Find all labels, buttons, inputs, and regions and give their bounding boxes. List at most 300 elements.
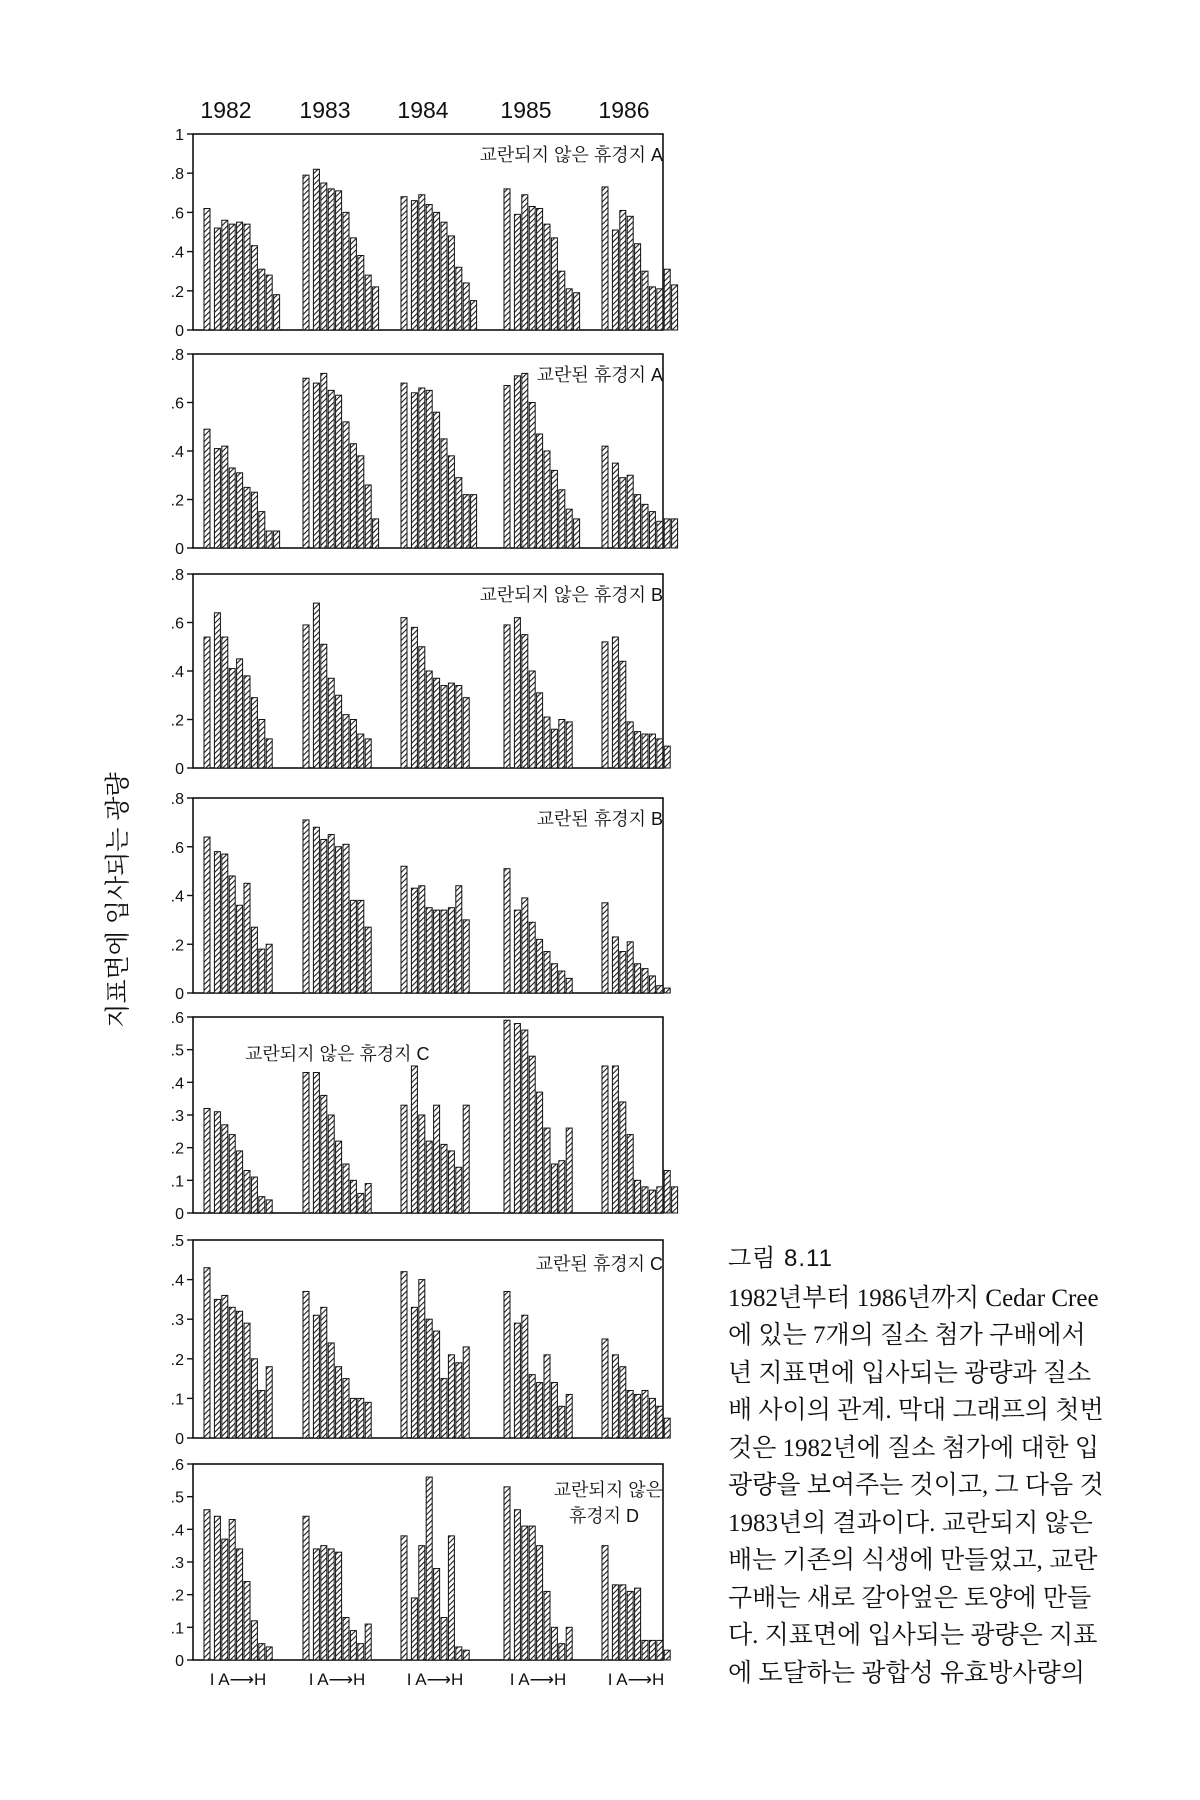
year-label: 1982 (200, 97, 252, 123)
bar (244, 1323, 250, 1438)
bar (627, 1591, 633, 1660)
bar (274, 531, 280, 548)
bar (313, 1549, 319, 1660)
bar (303, 1291, 309, 1438)
bar (657, 1640, 663, 1660)
bar (214, 852, 220, 993)
bar (222, 1125, 228, 1213)
bar (237, 659, 243, 768)
year-label: 1986 (598, 97, 650, 123)
bar (328, 189, 334, 330)
bar (627, 216, 633, 330)
bar (635, 1394, 641, 1438)
bar (544, 1128, 550, 1213)
bar (635, 732, 641, 768)
bar (365, 1184, 371, 1213)
bar (463, 1347, 469, 1438)
bar (328, 1343, 334, 1438)
bar (426, 1141, 432, 1213)
bar (222, 1295, 228, 1438)
bar (635, 964, 641, 993)
bar (251, 927, 257, 993)
bar (411, 1066, 417, 1213)
bar (419, 1280, 425, 1438)
bar (441, 222, 447, 330)
bar (321, 1546, 327, 1660)
caption-line: 에 도달하는 광합성 유효방사량의 (728, 1659, 1085, 1687)
bar (612, 1585, 618, 1660)
y-tick-label: .2 (170, 1140, 184, 1158)
bar (358, 900, 364, 993)
bar (635, 495, 641, 548)
x-tick-label: I A⟶H (209, 1670, 267, 1689)
bar (336, 191, 342, 330)
y-tick-label: .4 (170, 244, 184, 262)
bar (504, 1291, 510, 1438)
bar (566, 978, 572, 993)
bar (664, 519, 670, 548)
bar (612, 937, 618, 993)
bar (529, 1526, 535, 1660)
y-tick-label: .6 (170, 615, 184, 633)
bar (222, 1539, 228, 1660)
bar (529, 1056, 535, 1213)
year-label: 1984 (397, 97, 449, 123)
y-tick-label: .5 (170, 1233, 184, 1250)
y-tick-label: .1 (170, 1620, 184, 1638)
caption-line: 에 있는 7개의 질소 첨가 구배에서 (728, 1322, 1086, 1349)
bar (463, 1105, 469, 1213)
bar (204, 837, 210, 993)
bar (448, 456, 454, 548)
bar (251, 1621, 257, 1660)
bar (514, 618, 520, 768)
y-tick-label: .8 (170, 166, 184, 184)
y-tick-label: .2 (170, 492, 184, 510)
x-tick-labels (210, 1670, 665, 1689)
bar (664, 746, 670, 768)
bar (551, 1383, 557, 1438)
bar (463, 698, 469, 768)
bar (214, 228, 220, 330)
bar (350, 720, 356, 769)
x-tick-label: I A⟶H (406, 1670, 464, 1689)
bar (401, 383, 407, 548)
bar (251, 1177, 257, 1213)
bar (620, 1367, 626, 1438)
y-tick-label: .5 (170, 1489, 184, 1507)
y-tick-label: .3 (170, 1108, 184, 1125)
caption-line: 배는 기존의 식생에 만들었고, 교란 (728, 1547, 1098, 1574)
bar (620, 1585, 626, 1660)
bar (551, 1627, 557, 1660)
bar (672, 519, 678, 548)
bar (229, 876, 235, 993)
bar (441, 1618, 447, 1660)
bar (657, 289, 663, 330)
year-label: 1985 (500, 97, 552, 123)
panel-title: 교란된 휴경지 B (536, 809, 663, 829)
bar (448, 1355, 454, 1438)
bar (559, 490, 565, 548)
y-tick-label: 0 (175, 1431, 184, 1448)
bar (566, 722, 572, 768)
y-tick-label: .2 (170, 283, 184, 301)
bar (313, 1073, 319, 1213)
bar (514, 1323, 520, 1438)
y-tick-label: .2 (170, 1587, 184, 1605)
bar (373, 519, 379, 548)
bar (358, 1398, 364, 1438)
chart-panels (171, 127, 678, 1670)
panel-title: 교란되지 않은 휴경지 C (245, 1044, 430, 1064)
chart-panel (171, 1233, 671, 1448)
caption-line: 것은 1982년에 질소 첨가에 대한 입 (728, 1434, 1100, 1462)
panel-title: 휴경지 D (568, 1506, 639, 1526)
y-tick-label: .3 (170, 1555, 184, 1572)
bar (522, 635, 528, 768)
bar (251, 698, 257, 768)
bar (237, 222, 243, 330)
bar (612, 1355, 618, 1438)
bar (642, 1390, 648, 1438)
bar (343, 715, 349, 768)
bar (259, 949, 265, 993)
y-tick-label: .4 (170, 664, 184, 681)
bar (229, 1135, 235, 1213)
bar (365, 1402, 371, 1438)
bar (222, 220, 228, 330)
bar (471, 495, 477, 548)
bar (456, 1363, 462, 1438)
bar (419, 1546, 425, 1660)
y-tick-label: 0 (175, 986, 184, 1003)
bar (537, 693, 543, 768)
bar (303, 378, 309, 548)
bar (434, 1569, 440, 1660)
bar (336, 1552, 342, 1660)
bar (411, 201, 417, 330)
bar (365, 275, 371, 330)
bar (244, 1582, 250, 1660)
bar (237, 905, 243, 993)
bar (204, 429, 210, 548)
bar (635, 1180, 641, 1213)
bar (635, 244, 641, 330)
bar (419, 195, 425, 330)
bar (529, 207, 535, 330)
bar (559, 720, 565, 769)
bar (411, 627, 417, 768)
y-tick-label: .4 (170, 1522, 184, 1540)
caption-line: 1983년의 결과이다. 교란되지 않은 (728, 1509, 1093, 1537)
bar (229, 468, 235, 548)
bar (602, 1339, 608, 1438)
bar (313, 1315, 319, 1438)
bar (448, 1151, 454, 1213)
bar (448, 908, 454, 993)
bar (373, 287, 379, 330)
bar (222, 854, 228, 993)
bar (649, 976, 655, 993)
bar (602, 446, 608, 548)
year-labels (200, 97, 649, 123)
bar (664, 269, 670, 330)
caption-line: 년 지표면에 입사되는 광량과 질소 (728, 1359, 1092, 1387)
bar (559, 1161, 565, 1213)
bar (237, 1311, 243, 1438)
bar (350, 1180, 356, 1213)
bar (657, 739, 663, 768)
bar (602, 642, 608, 768)
y-tick-label: .6 (170, 1457, 184, 1474)
bar (522, 195, 528, 330)
bar (365, 927, 371, 993)
y-tick-label: .6 (170, 839, 184, 857)
bar (672, 285, 678, 330)
bar (251, 246, 257, 330)
bar (259, 1197, 265, 1213)
bar (544, 451, 550, 548)
bar (456, 686, 462, 768)
bar (336, 847, 342, 993)
bar (514, 1024, 520, 1213)
y-tick-label: 0 (175, 1653, 184, 1670)
bar (642, 969, 648, 993)
y-tick-label: .2 (170, 712, 184, 730)
caption-title: 그림 8.11 (728, 1245, 833, 1272)
chart-panel (171, 791, 671, 1003)
y-tick-label: .6 (170, 395, 184, 413)
bar (358, 1193, 364, 1213)
bar (434, 1331, 440, 1438)
bar (649, 287, 655, 330)
bar (229, 669, 235, 768)
bar (566, 1627, 572, 1660)
bar (559, 1644, 565, 1660)
x-tick-label: I A⟶H (308, 1670, 366, 1689)
bar (529, 1375, 535, 1438)
bar (504, 625, 510, 768)
year-label: 1983 (299, 97, 351, 123)
y-tick-label: .2 (170, 1351, 184, 1369)
bar (401, 1536, 407, 1660)
bar (463, 495, 469, 548)
bar (504, 189, 510, 330)
y-tick-label: 0 (175, 541, 184, 558)
bar (313, 169, 319, 330)
bar (620, 478, 626, 548)
bar (328, 678, 334, 768)
y-tick-label: .4 (170, 888, 184, 906)
bar (537, 1092, 543, 1213)
chart-panel (171, 567, 671, 778)
bar (214, 1112, 220, 1213)
bar (426, 1477, 432, 1660)
bar (441, 910, 447, 993)
bar (343, 1164, 349, 1213)
bar (358, 256, 364, 330)
bar (566, 1128, 572, 1213)
y-tick-label: .5 (170, 1042, 184, 1060)
bar (504, 1487, 510, 1660)
bar (456, 886, 462, 993)
bar (620, 1102, 626, 1213)
bar (434, 678, 440, 768)
bar (441, 439, 447, 548)
bar (336, 1141, 342, 1213)
bar (471, 301, 477, 330)
bar (350, 1398, 356, 1438)
caption-line: 1982년부터 1986년까지 Cedar Cree (728, 1284, 1099, 1312)
bar (627, 1135, 633, 1213)
panel-title: 교란되지 않은 휴경지 B (479, 585, 663, 605)
bar (612, 1066, 618, 1213)
bar (419, 388, 425, 548)
bar (463, 1650, 469, 1660)
bar (514, 910, 520, 993)
bar (401, 1105, 407, 1213)
bar (544, 1355, 550, 1438)
bar (259, 1390, 265, 1438)
bar (328, 1115, 334, 1213)
chart-panel (171, 1457, 671, 1670)
bar (649, 512, 655, 548)
bar (336, 695, 342, 768)
bar (426, 671, 432, 768)
bar (328, 390, 334, 548)
bar (635, 1588, 641, 1660)
bar (620, 210, 626, 330)
bar (627, 942, 633, 993)
bar (350, 444, 356, 548)
panel-title: 교란되지 않은 (553, 1480, 663, 1500)
bar (504, 869, 510, 993)
bar (551, 1164, 557, 1213)
bar (328, 835, 334, 993)
bar (664, 1171, 670, 1213)
bar (259, 269, 265, 330)
bar (343, 212, 349, 330)
bar (419, 1115, 425, 1213)
bar (664, 1418, 670, 1438)
bar (602, 903, 608, 993)
bar (204, 1108, 210, 1213)
y-tick-label: .6 (170, 205, 184, 223)
bar (642, 1640, 648, 1660)
bar (456, 267, 462, 330)
bar (649, 1398, 655, 1438)
bar (551, 964, 557, 993)
bar (529, 671, 535, 768)
bar (441, 1144, 447, 1213)
bar (448, 236, 454, 330)
bar (214, 1299, 220, 1438)
bar (303, 820, 309, 993)
bar (251, 492, 257, 548)
bar (574, 519, 580, 548)
bar (551, 729, 557, 768)
bar (358, 1644, 364, 1660)
bar (657, 1187, 663, 1213)
bar (303, 175, 309, 330)
bar (456, 478, 462, 548)
bar (566, 1394, 572, 1438)
bar (426, 390, 432, 548)
bar (537, 1546, 543, 1660)
y-tick-label: .4 (170, 444, 184, 461)
bar (602, 1546, 608, 1660)
bar (522, 373, 528, 548)
bar (612, 230, 618, 330)
bar (313, 827, 319, 993)
bar (463, 920, 469, 993)
bar (612, 463, 618, 548)
bar (642, 734, 648, 768)
y-tick-label: .6 (170, 1010, 184, 1027)
bar (434, 412, 440, 548)
bar (620, 661, 626, 768)
caption-line: 구배는 새로 갈아엎은 토양에 만들 (728, 1584, 1092, 1612)
bar (266, 1367, 272, 1438)
bar (602, 187, 608, 330)
bar (537, 208, 543, 330)
bar (649, 1190, 655, 1213)
bar (244, 1171, 250, 1213)
panel-title: 교란된 휴경지 A (536, 365, 663, 385)
bar (620, 952, 626, 993)
bar (537, 434, 543, 548)
bar (612, 637, 618, 768)
bar (214, 613, 220, 768)
y-tick-label: .4 (170, 1075, 184, 1093)
chart-panel (171, 127, 678, 340)
chart-panel (171, 347, 678, 558)
bar (463, 283, 469, 330)
bar (365, 1624, 371, 1660)
bar (551, 238, 557, 330)
bar (229, 1307, 235, 1438)
bar (321, 839, 327, 993)
bar (303, 1516, 309, 1660)
bar (266, 531, 272, 548)
bar (251, 1359, 257, 1438)
bar (204, 208, 210, 330)
bar (350, 238, 356, 330)
bar (266, 275, 272, 330)
bar (537, 939, 543, 993)
bar (229, 1520, 235, 1660)
bar (566, 289, 572, 330)
bar (401, 197, 407, 330)
y-tick-label: .8 (170, 567, 184, 584)
bar (321, 1307, 327, 1438)
bar (401, 866, 407, 993)
bar (266, 1647, 272, 1660)
bar (559, 1406, 565, 1438)
panel-title: 교란된 휴경지 C (535, 1254, 663, 1274)
bar (259, 1644, 265, 1660)
bar (266, 739, 272, 768)
chart-panel (171, 1010, 678, 1223)
bar (522, 1526, 528, 1660)
x-tick-label: I A⟶H (607, 1670, 665, 1689)
bar (204, 637, 210, 768)
bar (336, 1367, 342, 1438)
bar (411, 1307, 417, 1438)
bar (664, 988, 670, 993)
bar (559, 271, 565, 330)
